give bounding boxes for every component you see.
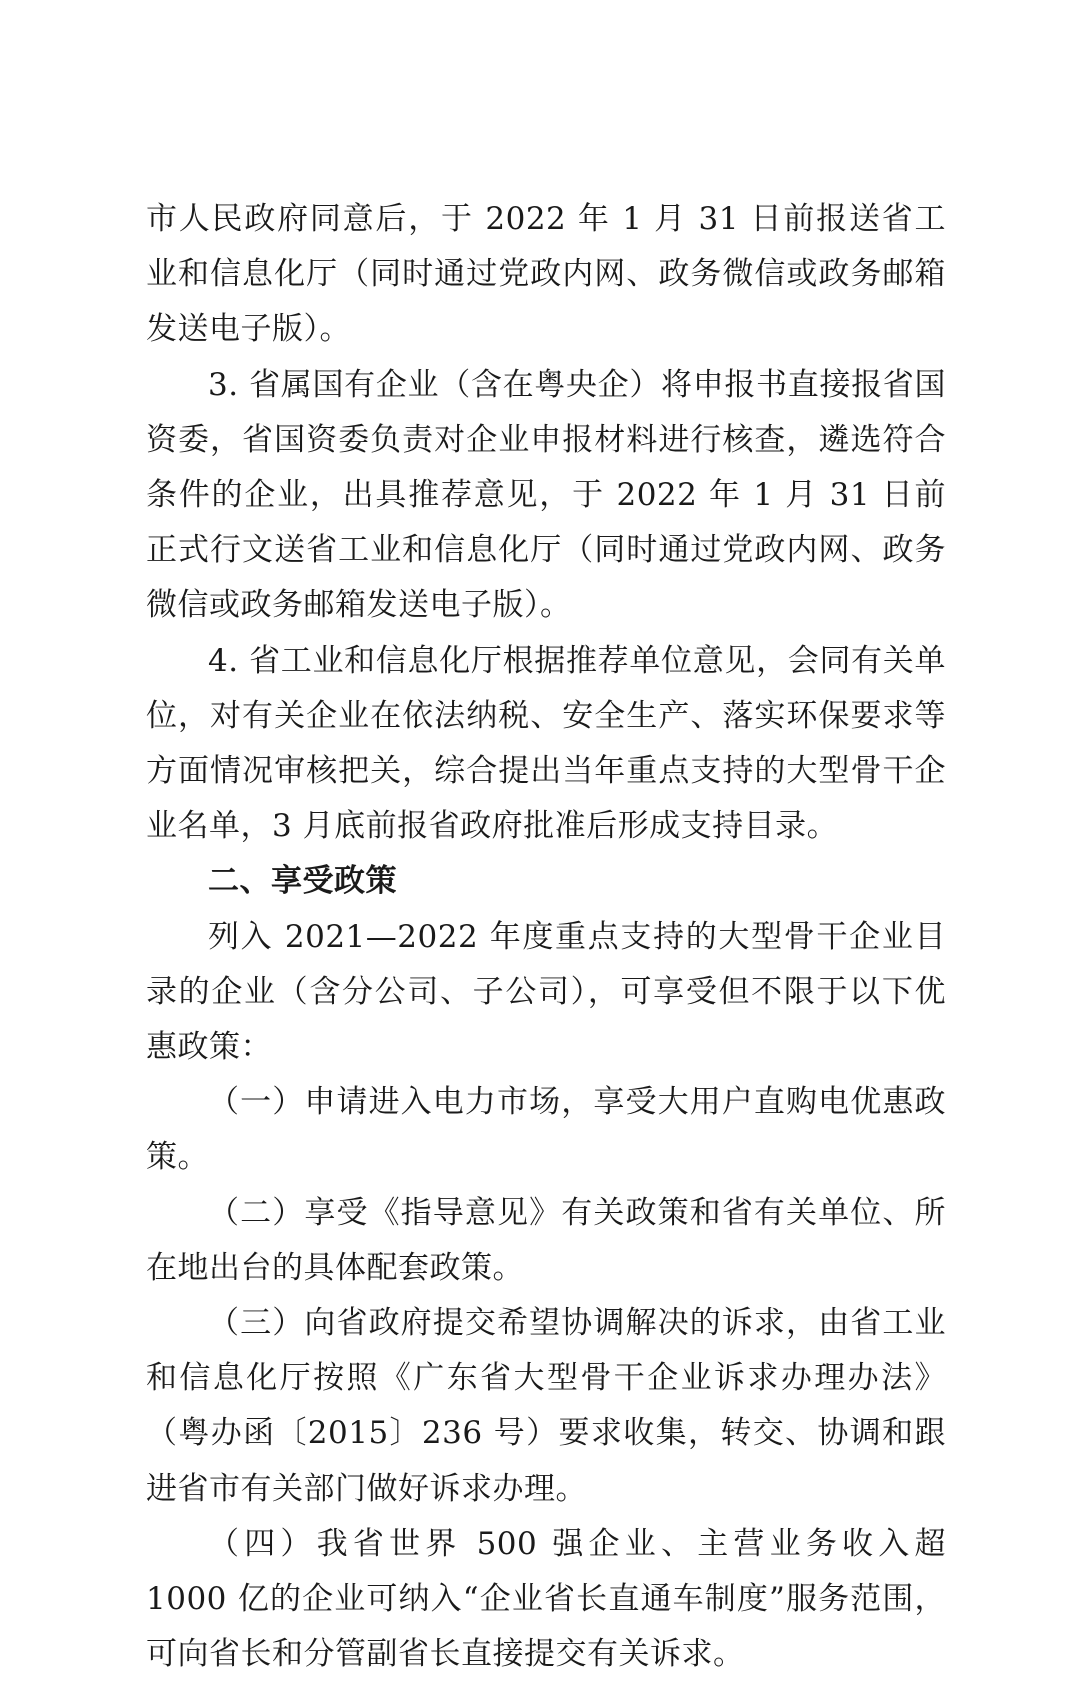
paragraph-policy-intro: 列入 2021—2022 年度重点支持的大型骨干企业目录的企业（含分公司、子公司），可享受但不限于以下优惠政策：	[146, 918, 946, 1066]
section-heading-policies: 二、享受政策	[208, 863, 397, 900]
paragraph-policy-4: （四）我省世界 500 强企业、主营业务收入超 1000 亿的企业可纳入“企业省长直通车制度”服务范围，可向省长和分管副省长直接提交有关诉求。	[146, 1525, 946, 1673]
paragraph-item-3-state-enterprises: 3. 省属国有企业（含在粤央企）将申报书直接报省国资委，省国资委负责对企业申报材料进行核查，遴选符合条件的企业，出具推荐意见，于 2022 年 1 月 31 日前正式行文送省工业和信息化厅（同时通过党政内网、政务微信或政务邮箱发送电子版）。	[146, 366, 946, 624]
paragraph-policy-1: （一）申请进入电力市场，享受大用户直购电优惠政策。	[146, 1084, 946, 1176]
paragraph-submission-deadline: 市人民政府同意后，于 2022 年 1 月 31 日前报送省工业和信息化厅（同时通过党政内网、政务微信或政务邮箱发送电子版）。	[146, 201, 946, 348]
document-page	[146, 192, 946, 1682]
paragraph-policy-2: （二）享受《指导意见》有关政策和省有关单位、所在地出台的具体配套政策。	[146, 1194, 946, 1286]
paragraph-item-4-review: 4. 省工业和信息化厅根据推荐单位意见，会同有关单位，对有关企业在依法纳税、安全生产、落实环保要求等方面情况审核把关，综合提出当年重点支持的大型骨干企业名单，3 月底前报省政府批准后形成支持目录。	[146, 642, 946, 845]
paragraph-policy-3: （三）向省政府提交希望协调解决的诉求，由省工业和信息化厅按照《广东省大型骨干企业诉求办理办法》（粤办函〔2015〕236 号）要求收集，转交、协调和跟进省市有关部门做好诉求办理。	[146, 1305, 946, 1507]
